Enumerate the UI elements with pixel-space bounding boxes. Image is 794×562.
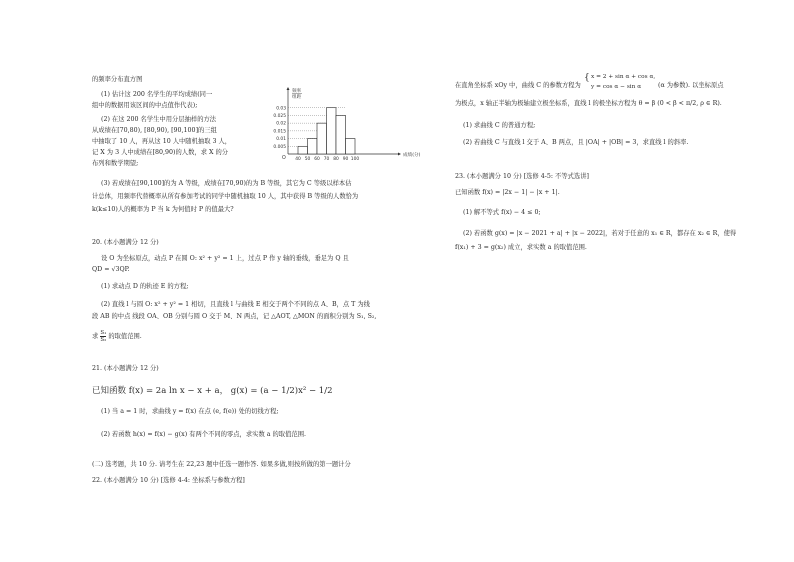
q19-part2-line5: 布列和数学期望;	[92, 160, 139, 167]
y-axis-arrow	[287, 87, 290, 90]
q21-text: 已知函数 f(x) = 2a ln x − x + a， g(x) = (a − 1/2)x² − 1/2	[92, 386, 333, 396]
x-axis-arrow	[398, 153, 401, 156]
y-tick-label: 0.03	[276, 106, 286, 112]
y-tick-label: 0.015	[273, 129, 286, 135]
q20-part2-pre: 求	[92, 333, 99, 341]
x-tick-label: 60	[314, 157, 320, 162]
q22-text-line1b: (α 为参数). 以坐标原点	[658, 82, 724, 89]
section2-note: (二) 选考题，共 10 分. 请考生在 22,23 题中任选一题作答. 如果多做,则按所做的第一题计分	[92, 461, 351, 468]
histogram-bar	[308, 139, 318, 154]
q20-fraction-den: S₂	[100, 337, 107, 344]
q20-text-line1: 设 O 为坐标原点，动点 P 在圆 O: x² + y² = 1 上，过点 P 作 y 轴的垂线，垂足为 Q 且	[101, 255, 349, 262]
q22-part1: (1) 求曲线 C 的普通方程;	[463, 122, 536, 129]
q19-part2-line4: 记 X 为 3 人中成绩在[80,90)的人数，求 X 的分	[92, 149, 229, 156]
y-tick-label: 0.02	[276, 121, 286, 127]
histogram-bar	[327, 108, 337, 154]
q19-part3-line1: (3) 若成绩在[90,100]的为 A 等级，成绩在[70,90)的为 B 等级，其它为 C 等级以样本估	[101, 180, 352, 187]
q23-part1: (1) 解不等式 f(x) − 4 ≤ 0;	[463, 209, 541, 216]
x-tick-label: 40	[295, 157, 301, 162]
q19-part3-line3: k(k≤10)人的概率为 P 当 k 为何值时 P 的值最大?	[92, 206, 234, 213]
histogram-bar	[317, 123, 327, 154]
histogram-bar	[298, 146, 308, 154]
q20-text-line2: QD = √3QP.	[92, 266, 130, 273]
q22-text-line1a: 在直角坐标系 xOy 中，曲线 C 的参数方程为	[455, 82, 581, 89]
q20-part2-line2: 段 AB 的中点 线段 OA、OB 分别与圆 O 交于 M、N 两点，记 △AOT, △MON 的面积分别为 S₁, S₂,	[92, 313, 377, 320]
y-axis-label-top: 频率	[292, 89, 302, 94]
q19-part3-line2: 计总体，用频率代替概率从所有参加考试的同学中随机抽取 10 人，其中获得 B 等级的人数恰为	[92, 193, 359, 200]
q19-intro: 的频率分布直方图	[92, 76, 143, 83]
q19-part2-line3: 中抽取了 10 人，再从这 10 人中随机抽取 3 人，	[92, 138, 232, 145]
q21-part1: (1) 当 a = 1 时，求曲线 y = f(x) 在点 (e, f(e)) 处的切线方程;	[101, 408, 279, 415]
q22-system-eq1: x = 2 + sin α + cos α,	[591, 74, 656, 80]
q20-part2-line1: (2) 直线 l 与圆 O: x² + y² = 1 相切，且直线 l 与曲线 E 相交于两个不同的点 A、B，点 T 为线	[101, 301, 370, 308]
y-tick-label: 0.01	[276, 137, 286, 143]
origin-label: O	[282, 156, 286, 161]
q19-part2-line1: (2) 在这 200 名学生中用分层抽样的方法	[101, 116, 217, 123]
x-tick-label: 50	[304, 157, 311, 162]
q23-text: 已知函数 f(x) = |2x − 1| − |x + 1|.	[455, 189, 560, 196]
q22-part2: (2) 若曲线 C 与直线 l 交于 A、B 两点，且 |OA| + |OB| = 3，求直线 l 的斜率.	[463, 139, 689, 146]
q22-heading: 22. (本小题满分 10 分) [选修 4-4: 坐标系与参数方程]	[92, 477, 245, 484]
q23-part2-line1: (2) 若函数 g(x) = |x − 2021 + a| + |x − 2022|，若对于任意的 x₁ ∈ R，都存在 x₂ ∈ R，使得	[463, 230, 737, 237]
x-tick-label: 100	[350, 157, 360, 162]
q19-part2-line2: 从成绩在[70,80), [80,90), [90,100]的三组	[92, 127, 217, 134]
q21-heading: 21. (本小题满分 12 分)	[92, 365, 159, 372]
x-axis-label: 成绩(分)	[403, 153, 421, 158]
x-tick-label: 70	[323, 157, 330, 162]
q23-part2-line2: f(x₁) + 3 = g(x₂) 成立，求实数 a 的取值范围.	[455, 244, 587, 251]
q22-text-line2: 为极点，x 轴正半轴为极轴建立极坐标系，直线 l 的极坐标方程为 θ = β (0 < β < π/2, ρ ∈ R).	[455, 100, 722, 107]
q20-fraction-num: S₁	[100, 330, 107, 336]
q20-part2-post: 的取值范围.	[108, 333, 142, 341]
q22-brace: {	[584, 73, 590, 83]
y-axis-label-bottom: 组距	[292, 95, 302, 100]
histogram-bar	[346, 139, 356, 154]
x-tick-label: 80	[333, 157, 339, 162]
q19-part1-line1: (1) 估计这 200 名学生的平均成绩(同一	[101, 91, 213, 98]
histogram-bar	[336, 115, 346, 154]
q20-heading: 20. (本小题满分 12 分)	[92, 239, 159, 246]
q21-part2: (2) 若函数 h(x) = f(x) − g(x) 有两个不同的零点，求实数 a 的取值范围.	[101, 431, 306, 438]
q19-part1-line2: 组中的数据用该区间的中点值作代表);	[92, 102, 198, 109]
q23-heading: 23. (本小题满分 10 分) [选修 4-5: 不等式选讲]	[455, 173, 589, 180]
q20-part1: (1) 求动点 D 的轨迹 E 的方程;	[101, 283, 189, 290]
frequency-histogram	[248, 84, 421, 166]
q20-fraction	[100, 330, 106, 343]
y-tick-label: 0.025	[273, 114, 286, 120]
q20-part2-line3	[92, 330, 142, 343]
y-tick-label: 0.005	[273, 144, 286, 150]
q22-system-eq2: y = cos α − sin α	[591, 84, 642, 90]
x-tick-label: 90	[342, 157, 349, 162]
